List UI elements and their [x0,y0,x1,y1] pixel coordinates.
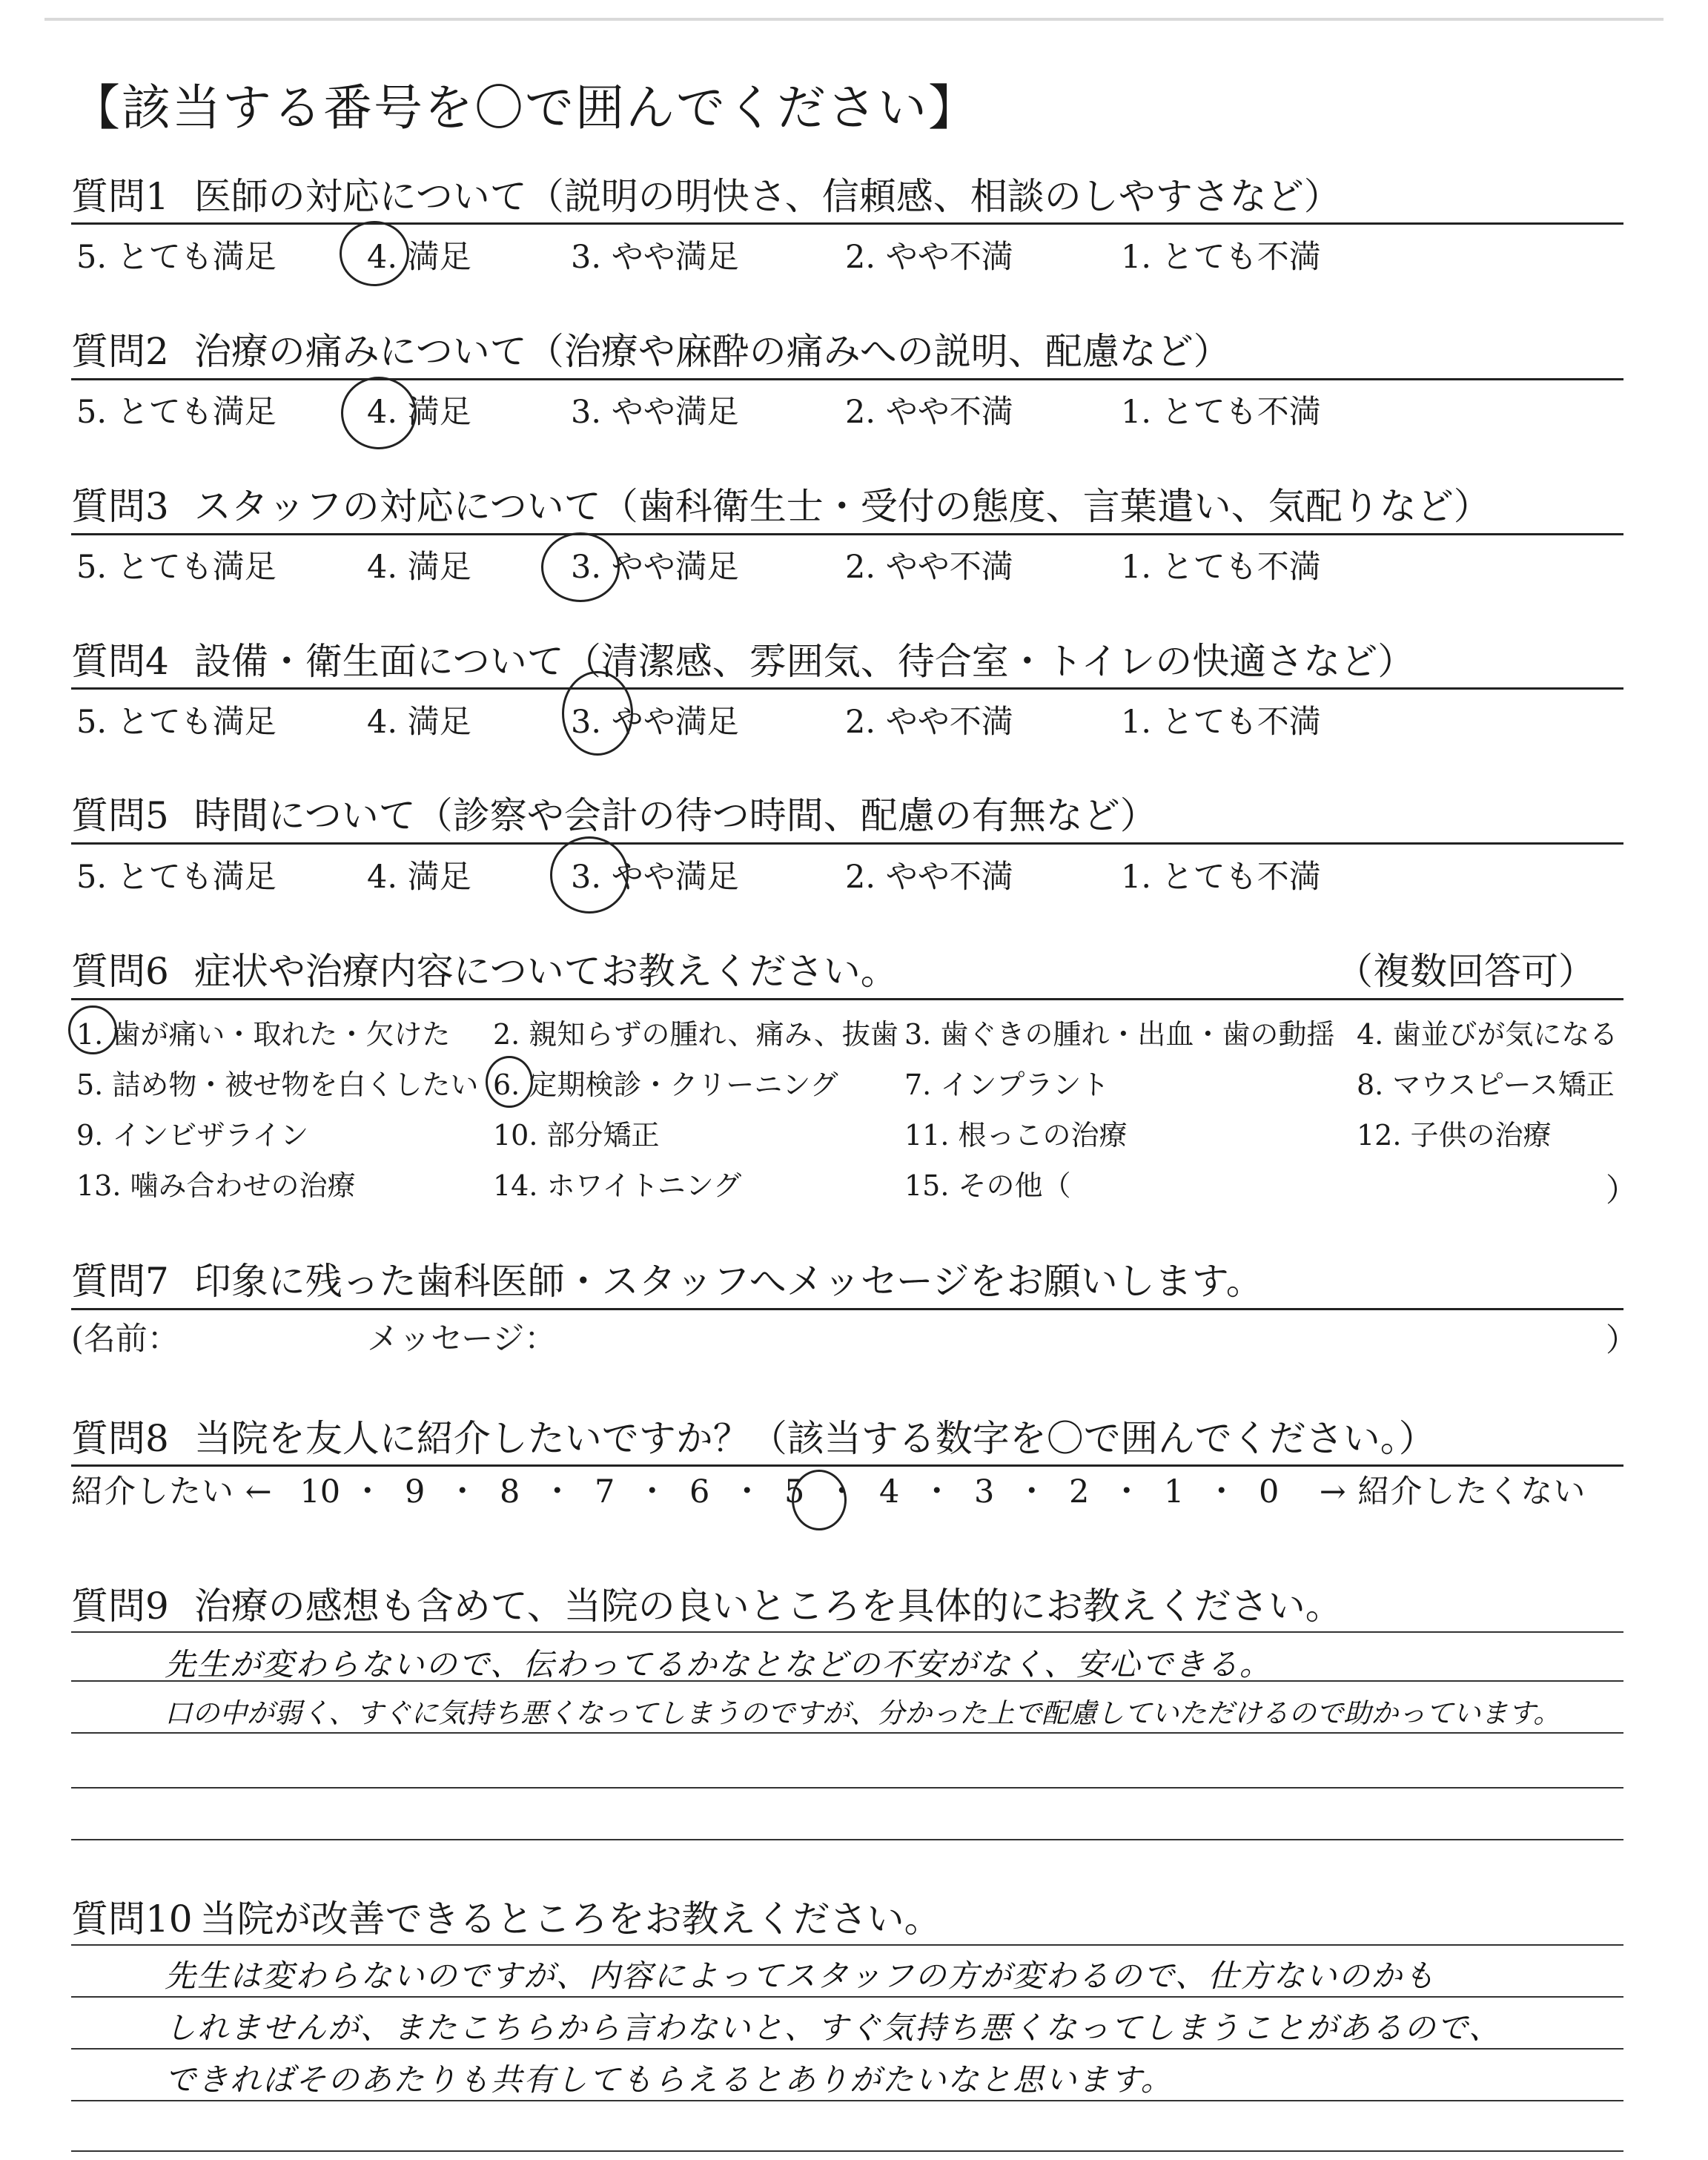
handwritten-answer-line: 口の中が弱く、すぐに気持ち悪くなってしまうのですが、分かった上で配慮していただけるので助かっています。 [165,1697,1561,1729]
handwritten-answer-line: しれませんが、またこちらから言わないと、すぐ気持ち悪くなってしまうことがあるので、 [165,2009,1502,2046]
option-3[interactable]: 3. やや満足 [571,549,739,586]
option-6[interactable]: 6. 定期検診・クリーニング [493,1069,838,1101]
question-number: 質問10 [71,1898,193,1941]
question-text: 当院が改善できるところをお教えください。 [199,1898,941,1941]
option-1[interactable]: 1. とても不満 [1121,239,1321,276]
option-1[interactable]: 1. とても不満 [1121,394,1321,431]
scale-4[interactable]: 4 [879,1473,900,1510]
answer-circle [550,836,629,914]
answer-circle [341,377,417,449]
scale-3[interactable]: 3 [974,1473,995,1510]
option-1[interactable]: 1. とても不満 [1121,549,1321,586]
option-1[interactable]: 1. とても不満 [1121,704,1321,741]
option-3[interactable]: 3. やや満足 [571,239,739,276]
question-number: 質問8 [71,1417,169,1460]
option-5[interactable]: 5. とても満足 [76,394,277,431]
option-7[interactable]: 7. インプラント [904,1069,1110,1101]
answer-circle [562,671,633,756]
scale-2[interactable]: 2 [1069,1473,1090,1510]
scale-10[interactable]: 10 [299,1473,341,1510]
option-4[interactable]: 4. 満足 [367,394,471,431]
question-10-title [71,1889,941,1943]
question-text: 当院を友人に紹介したいですか？（該当する数字を〇で囲んでください。） [193,1417,1436,1460]
answer-line [71,2100,1623,2101]
question-rule [71,533,1623,535]
answer-circle [68,1005,117,1054]
question-number: 質問3 [71,485,169,528]
answer-circle [340,221,409,286]
option-2[interactable]: 2. やや不満 [845,239,1013,276]
other-close-paren: ） [1606,1172,1638,1209]
question-rule [71,222,1623,225]
answer-line [71,2048,1623,2050]
option-5[interactable]: 5. 詰め物・被せ物を白くしたい [76,1069,479,1101]
page-top-border [44,18,1664,21]
answer-line [71,1839,1623,1840]
question-rule [71,998,1623,1000]
option-4[interactable]: 4. 満足 [367,704,471,741]
option-4[interactable]: 4. 満足 [367,239,471,276]
answer-line [71,1787,1623,1789]
scale-7[interactable]: 7 [595,1473,615,1510]
option-3[interactable]: 3. やや満足 [571,394,739,431]
option-1[interactable]: 1. とても不満 [1121,859,1321,896]
question-number: 質問2 [71,330,169,373]
option-8[interactable]: 8. マウスピース矯正 [1357,1069,1615,1101]
option-5[interactable]: 5. とても満足 [76,239,277,276]
answer-circle [792,1470,847,1530]
option-10[interactable]: 10. 部分矯正 [493,1119,660,1152]
question-text: 印象に残った歯科医師・スタッフへメッセージをお願いします。 [193,1260,1263,1303]
question-number: 質問6 [71,950,169,993]
question-1-title [71,167,1341,220]
question-2-title [71,322,1231,375]
option-12[interactable]: 12. 子供の治療 [1357,1119,1552,1152]
option-2[interactable]: 2. やや不満 [845,549,1013,586]
option-2[interactable]: 2. 親知らずの腫れ、痛み、抜歯 [493,1018,898,1051]
option-13[interactable]: 13. 噛み合わせの治療 [76,1169,356,1202]
option-15[interactable]: 15. その他（ [904,1169,1071,1202]
question-number: 質問5 [71,794,169,837]
question-7-title [71,1252,1263,1305]
handwritten-answer-line: 先生は変わらないのですが、内容によってスタッフの方が変わるので、仕方ないのかも [165,1958,1437,1994]
option-5[interactable]: 5. とても満足 [76,549,277,586]
scale-9[interactable]: 9 [405,1473,426,1510]
question-text: 治療の感想も含めて、当院の良いところを具体的にお教えください。 [193,1585,1343,1628]
option-3[interactable]: 3. やや満足 [571,859,739,896]
message-close-paren: ） [1606,1322,1638,1359]
question-8-title [71,1409,1436,1462]
option-4[interactable]: 4. 歯並びが気になる [1357,1018,1618,1051]
option-3[interactable]: 3. やや満足 [571,704,739,741]
answer-circle [541,532,620,602]
question-6-title [71,942,898,995]
question-9-title [71,1576,1343,1630]
option-2[interactable]: 2. やや不満 [845,859,1013,896]
question-number: 質問1 [71,175,169,218]
recommend-right-label: → 紹介したくない [1319,1473,1586,1510]
question-number: 質問7 [71,1260,169,1303]
option-9[interactable]: 9. インビザライン [76,1119,309,1152]
scale-5[interactable]: 5 [784,1473,805,1510]
handwritten-answer-line: できればそのあたりも共有してもらえるとありがたいなと思います。 [165,2061,1174,2098]
answer-line [71,1631,1623,1633]
answer-line [71,1996,1623,1998]
option-3[interactable]: 3. 歯ぐきの腫れ・出血・歯の動揺 [904,1018,1335,1051]
option-2[interactable]: 2. やや不満 [845,704,1013,741]
question-text: 時間について（診察や会計の待つ時間、配慮の有無など） [193,794,1157,837]
question-4-title [71,632,1414,685]
answer-line [71,1944,1623,1946]
question-text: 医師の対応について（説明の明快さ、信頼感、相談のしやすさなど） [193,175,1341,218]
scale-6[interactable]: 6 [689,1473,710,1510]
answer-circle [486,1056,533,1108]
instruction-heading: 【該当する番号を〇で囲んでください】 [71,79,979,136]
question-rule [71,842,1623,845]
option-1[interactable]: 1. 歯が痛い・取れた・欠けた [76,1018,451,1051]
question-number: 質問4 [71,640,169,683]
option-14[interactable]: 14. ホワイトニング [493,1169,742,1202]
answer-line [71,2150,1623,2152]
question-text: 設備・衛生面について（清潔感、雰囲気、待合室・トイレの快適さなど） [193,640,1415,683]
question-number: 質問9 [71,1585,169,1628]
option-4[interactable]: 4. 満足 [367,549,471,586]
option-5[interactable]: 5. とても満足 [76,859,277,896]
scale-0[interactable]: 0 [1259,1473,1280,1510]
option-2[interactable]: 2. やや不満 [845,394,1013,431]
option-11[interactable]: 11. 根っこの治療 [904,1119,1128,1152]
question-rule [71,378,1623,380]
question-text: 症状や治療内容についてお教えください。 [193,950,898,993]
scale-8[interactable]: 8 [500,1473,520,1510]
recommend-scale: 紹介したい ← 10 ・ 9 ・ 8 ・ 7 ・ 6 ・ 5 ・ 4 ・ 3 ・ 2 ・ 1 ・ 0 → 紹介したくない [71,1467,1621,1512]
option-5[interactable]: 5. とても満足 [76,704,277,741]
multiple-answers-note: （複数回答可） [1336,950,1595,993]
recommend-left-label: 紹介したい ← [71,1473,273,1510]
question-5-title [71,786,1157,839]
option-4[interactable]: 4. 満足 [367,859,471,896]
question-text: スタッフの対応について（歯科衛生士・受付の態度、言葉遣い、気配りなど） [193,485,1491,528]
question-rule [71,1308,1623,1310]
answer-line [71,1732,1623,1734]
name-field-label: (名前： [71,1321,179,1358]
message-field-label: メッセージ： [367,1321,557,1358]
scale-1[interactable]: 1 [1164,1473,1185,1510]
question-3-title [71,477,1491,530]
handwritten-answer-line: 先生が変わらないので、伝わってるかなとなどの不安がなく、安心できる。 [165,1646,1272,1682]
question-text: 治療の痛みについて（治療や麻酔の痛みへの説明、配慮など） [193,330,1231,373]
question-rule [71,687,1623,690]
